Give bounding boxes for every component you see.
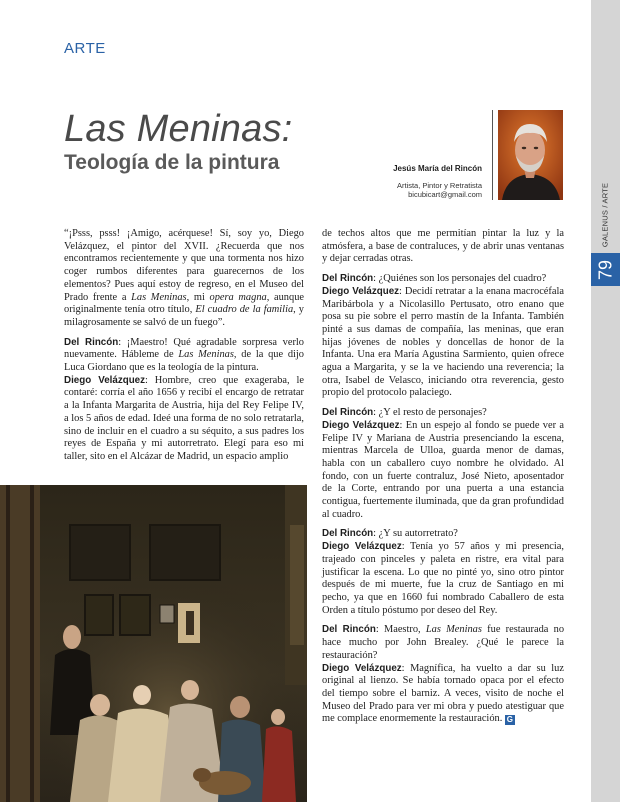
- page-number: 79: [595, 259, 615, 280]
- answer-1: Diego Velázquez: Hombre, creo que exageraba, le contaré: corría el año 1656 y recibí el encargo de retratar a la Infanta Margarita de Austria, hija del Rey Felipe IV, a los 5 años de edad. Ideé una forma de no solo retratarla, sino de incluir en el cuadro a su séquito, a sus padres los reyes de España y mi autorretrato. Elegí para eso mi taller, sito en el Alcázar de Madrid, un espacio amplio: [64, 374, 305, 462]
- answer-1-continued: de techos altos que me permitían pintar la luz y la atmósfera, a base de contraluces, y de abrir unas ventanas y dejar cerradas otras.: [322, 228, 564, 265]
- answer-3: Diego Velázquez: En un espejo al fondo se puede ver a Felipe IV y Mariana de Austria presenciando la escena, mientras Marcela de Ulloa, guarda menor de damas, habla con un caballero cuyo nombre he olvidado. Al fondo, con un fuerte contraluz, José Nieto, aposentador de la Corte, entrando por una puerta a una estancia contigua, fuertemente iluminada, que da gran profundidad al cuadro.: [322, 419, 565, 520]
- speaker: Del Rincón: [322, 528, 374, 540]
- article-subtitle: Teología de la pintura: [64, 151, 280, 174]
- author-portrait: [498, 110, 563, 200]
- las-meninas-painting: [0, 485, 307, 802]
- author-name: Jesús María del Rincón: [393, 164, 482, 173]
- speaker: Diego Velázquez: [322, 419, 400, 431]
- speaker: Del Rincón: [322, 407, 374, 419]
- speaker: Diego Velázquez: [322, 662, 402, 674]
- question-4: Del Rincón: ¿Y su autorretrato?: [322, 528, 458, 540]
- running-head-vertical: GALENUS / ARTE: [600, 182, 610, 248]
- answer-4: Diego Velázquez: Tenía yo 57 años y mi presencia, trajeado con pinceles y paleta en ristre, era vital para justificar la escena. Lo que no pinté yo, sino otro pintor después de mi muerte, fue la cruz de Santiago en mi pecho, ya que en 1660 fui nombrado Caballero de esta Orden a título póstumo por deseo del Rey.: [322, 541, 564, 616]
- intro-paragraph: “¡Psss, psss! ¡Amigo, acérquese! Sí, soy yo, Diego Velázquez, el pintor del XVII. ¿Recuerda que nos encontramos recientemente y que una tormenta nos hizo coger rumbos diferentes para guarecernos de los elementos? Pues aquí estoy de regreso, en el Museo del Prado frente a Las Meninas, mi opera magna, aunque originalmente tenía otro título, El cuadro de la familia, y milagrosamente se salvó de un fuego”.: [64, 228, 304, 328]
- question-1: Del Rincón: ¡Maestro! Qué agradable sorpresa verlo nuevamente. Hábleme de Las Meninas, de la que dijo Luca Giordano que es la teología de la pintura.: [64, 336, 304, 374]
- right-column: [322, 228, 564, 733]
- question-3: Del Rincón: ¿Y el resto de personajes?: [322, 407, 487, 419]
- question-5: Del Rincón: Maestro, Las Meninas fue restaurada no hace mucho por John Brealey. ¿Qué le parece la restauración?: [322, 624, 565, 661]
- page-number-box: [591, 253, 620, 286]
- speaker: Del Rincón: [322, 624, 376, 636]
- speaker: Diego Velázquez: [64, 374, 146, 386]
- side-strip: [591, 0, 620, 802]
- article-title: Las Meninas:: [64, 108, 293, 150]
- question-2: Del Rincón: ¿Quiénes son los personajes del cuadro?: [322, 273, 547, 285]
- answer-5: Diego Velázquez: Magnífica, ha vuelto a dar su luz original al lienzo. Se había tornado opaca por el efecto del tiempo sobre el barniz. A veces, visito de noche el Museo del Prado para ver mi obra y puedo atestiguar que me complace enormemente la restauración. G: [322, 662, 564, 725]
- author-divider: [492, 110, 493, 200]
- author-email: bicubicart@gmail.com: [408, 190, 482, 199]
- speaker: Diego Velázquez: [322, 541, 402, 553]
- author-role: Artista, Pintor y Retratista: [396, 181, 482, 190]
- left-column: [64, 228, 304, 471]
- end-of-article-mark: G: [506, 715, 514, 725]
- section-label: ARTE: [64, 40, 106, 57]
- answer-2: Diego Velázquez: Decidí retratar a la enana macrocéfala Maribárbola y a Nicolasillo Pertusato, otro enano que posa su pie sobre el perro mastín de la Infanta. También pinté a sus damas de compañía, las meninas, que eran hijas jóvenes de nobles y doncellas de honor de la Infanta. Una era María Agustina Sarmiento, quien ofrece agua a Margarita, y se la ve haciendo una reverencia; la otra, Isabel de Velasco, iniciando otra reverencia, gesto propio del protocolo palaciego.: [322, 285, 564, 399]
- speaker: Del Rincón: [64, 336, 119, 348]
- speaker: Diego Velázquez: [322, 285, 400, 297]
- speaker: Del Rincón: [322, 273, 374, 285]
